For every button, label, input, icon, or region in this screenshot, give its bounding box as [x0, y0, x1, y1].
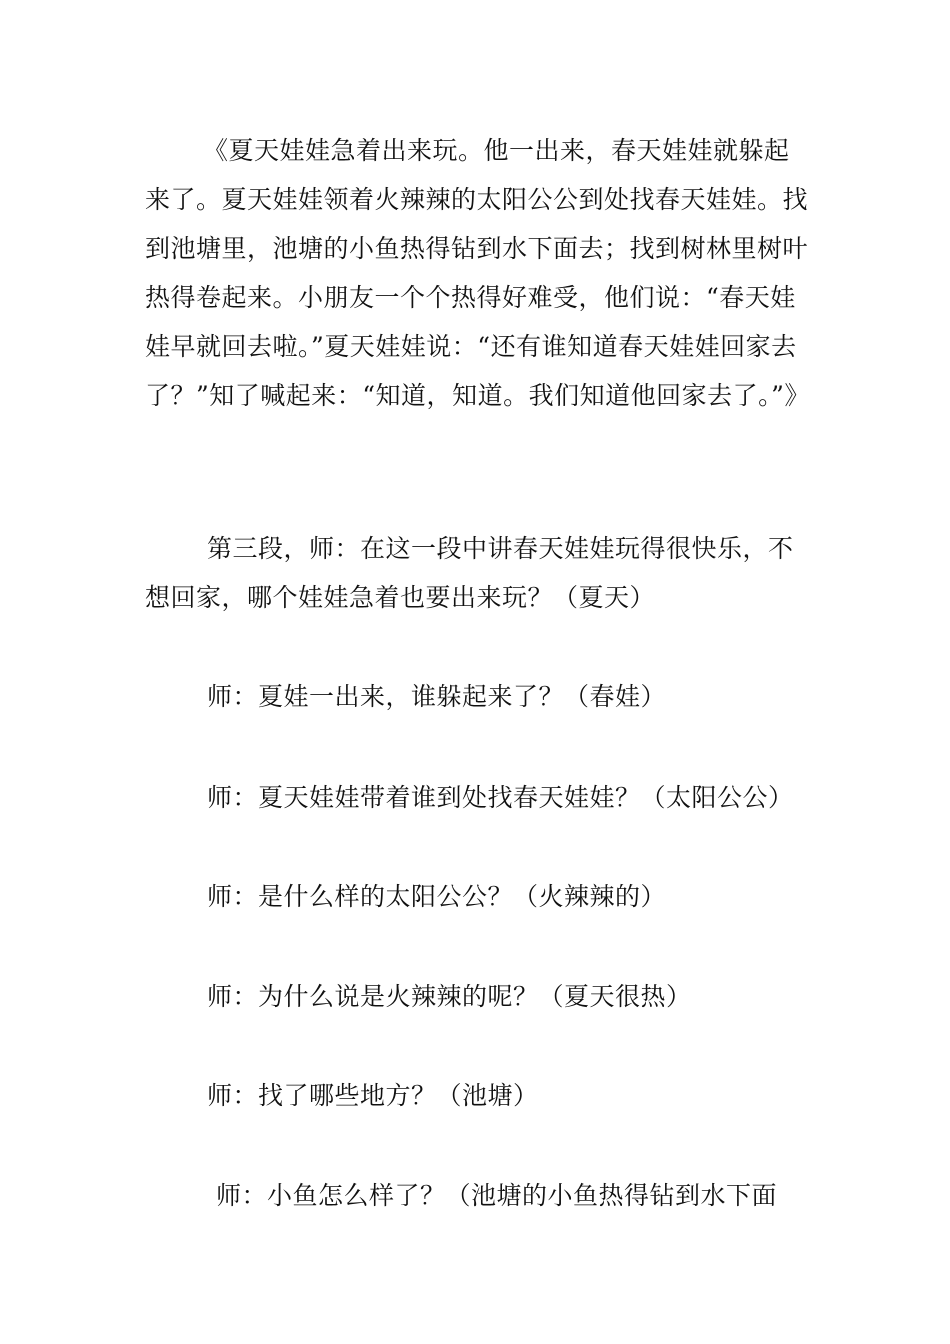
teacher-question-line: 师：为什么说是火辣辣的呢？（夏天很热）	[207, 982, 692, 1011]
third-section-paragraph: 第三段，师：在这一段中讲春天娃娃玩得很快乐，不想回家，哪个娃娃急着也要出来玩？（夏天）	[145, 534, 794, 612]
teacher-question-line: 师：夏娃一出来，谁躲起来了？（春娃）	[207, 682, 667, 711]
teacher-question-line: 师：小鱼怎么样了？（池塘的小鱼热得钻到水下面	[216, 1181, 778, 1210]
teacher-question-line: 师：夏天娃娃带着谁到处找春天娃娃？（太阳公公）	[207, 783, 794, 812]
teacher-question-line: 师：找了哪些地方？（池塘）	[207, 1081, 539, 1110]
teacher-question-line: 师：是什么样的太阳公公？（火辣辣的）	[207, 882, 667, 911]
story-excerpt-paragraph: 《夏天娃娃急着出来玩。他一出来，春天娃娃就躲起来了。夏天娃娃领着火辣辣的太阳公公到处找春天娃娃。找到池塘里，池塘的小鱼热得钻到水下面去；找到树林里树叶热得卷起来。小朋友一个个热得好难受，他们说：“春天娃娃早就回去啦。”夏天娃娃说：“还有谁知道春天娃娃回家去了？”知了喊起来：“知道，知道。我们知道他回家去了。”》	[145, 136, 810, 410]
